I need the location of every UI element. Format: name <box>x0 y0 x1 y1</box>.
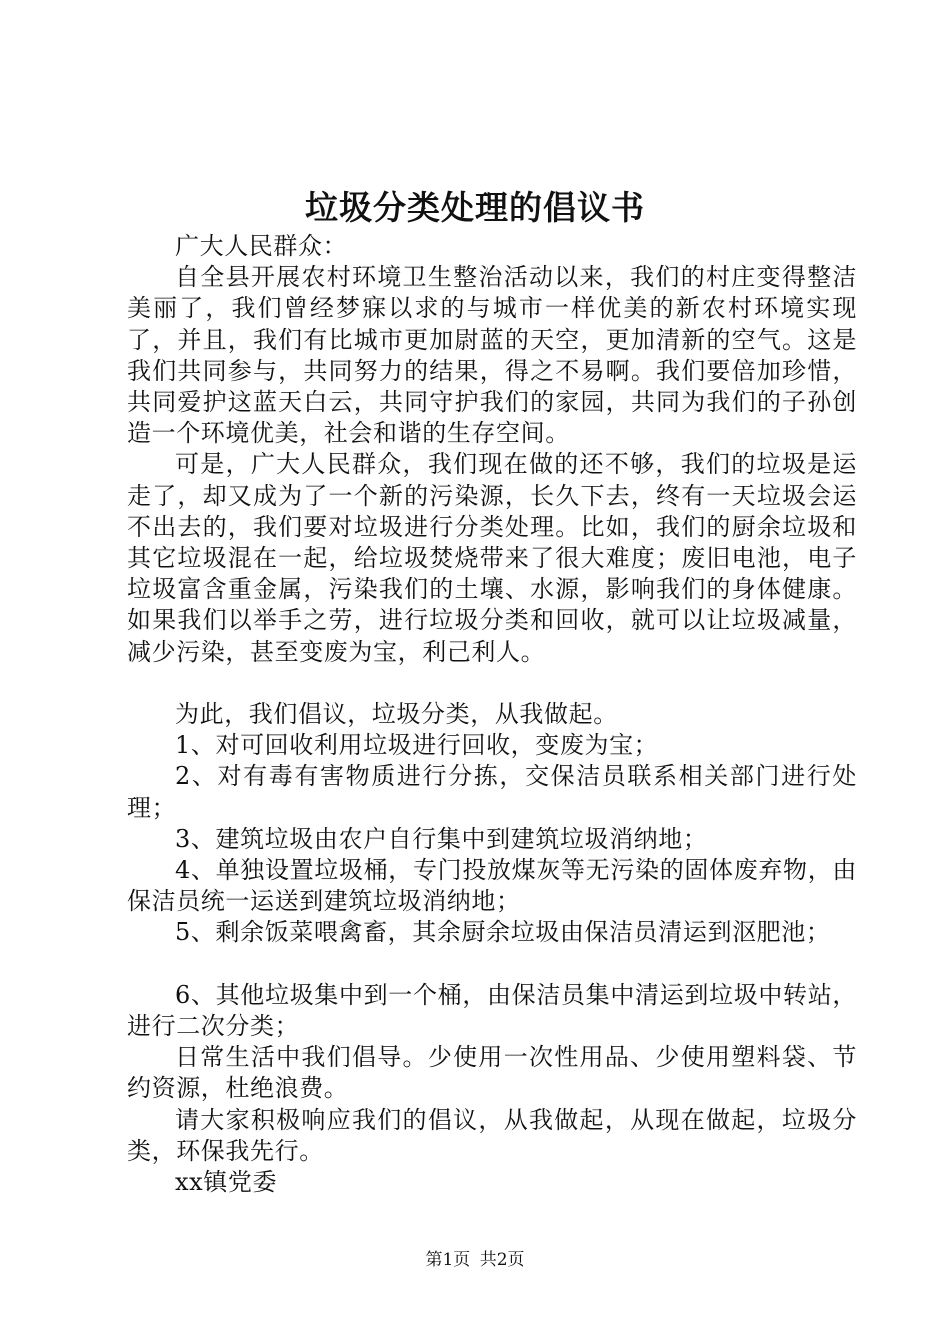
page-number: 第1页 <box>425 1250 471 1270</box>
list-item-1: 1、对可回收利用垃圾进行回收，变废为宝； <box>175 731 659 760</box>
document-body <box>127 231 857 1198</box>
list-item-2: 2、对有毒有害物质进行分拣，交保洁员联系相关部门进行处理； <box>127 762 857 822</box>
paragraph-intro: 自全县开展农村环境卫生整治活动以来，我们的村庄变得整洁美丽了，我们曾经梦寐以求的与城市一样优美的新农村环境实现了，并且，我们有比城市更加尉蓝的天空，更加清新的空气。这是我们共同参与，共同努力的结果，得之不易啊。我们要倍加珍惜，共同爱护这蓝天白云，共同守护我们的家园，共同为我们的子孙创造一个环境优美，社会和谐的生存空间。 <box>127 263 857 448</box>
document-title: 垃圾分类处理的倡议书 <box>305 188 645 227</box>
paragraph-proposal: 为此，我们倡议，垃圾分类，从我做起。 <box>175 700 618 729</box>
paragraph-call-to-action: 请大家积极响应我们的倡议，从我做起，从现在做起，垃圾分类，环保我先行。 <box>127 1105 857 1165</box>
list-item-3: 3、建筑垃圾由农户自行集中到建筑垃圾消纳地； <box>175 824 708 853</box>
list-item-4: 4、单独设置垃圾桶，专门投放煤灰等无污染的固体废弃物，由保洁员统一运送到建筑垃圾消纳地； <box>127 856 857 916</box>
page-footer <box>0 1245 950 1270</box>
paragraph-daily-life: 日常生活中我们倡导。少使用一次性用品、少使用塑料袋、节约资源，杜绝浪费。 <box>127 1043 857 1103</box>
signature: xx镇党委 <box>175 1168 278 1197</box>
list-item-6: 6、其他垃圾集中到一个桶，由保洁员集中清运到垃圾中转站，进行二次分类； <box>127 980 857 1041</box>
page-total: 共2页 <box>479 1250 525 1270</box>
paragraph-spacer <box>127 949 857 980</box>
list-item-5: 5、剩余饭菜喂禽畜，其余厨余垃圾由保洁员清运到沤肥池； <box>175 918 831 947</box>
paragraph-spacer <box>127 668 857 699</box>
salutation: 广大人民群众： <box>175 232 348 260</box>
paragraph-problem: 可是，广大人民群众，我们现在做的还不够，我们的垃圾是运走了，却又成为了一个新的污染源，长久下去，终有一天垃圾会运不出去的，我们要对垃圾进行分类处理。比如，我们的厨余垃圾和其它垃圾混在一起，给垃圾焚烧带来了很大难度；废旧电池，电子垃圾富含重金属，污染我们的土壤、水源，影响我们的身体健康。如果我们以举手之劳，进行垃圾分类和回收，就可以让垃圾减量，减少污染，甚至变废为宝，利己利人。 <box>127 450 857 666</box>
